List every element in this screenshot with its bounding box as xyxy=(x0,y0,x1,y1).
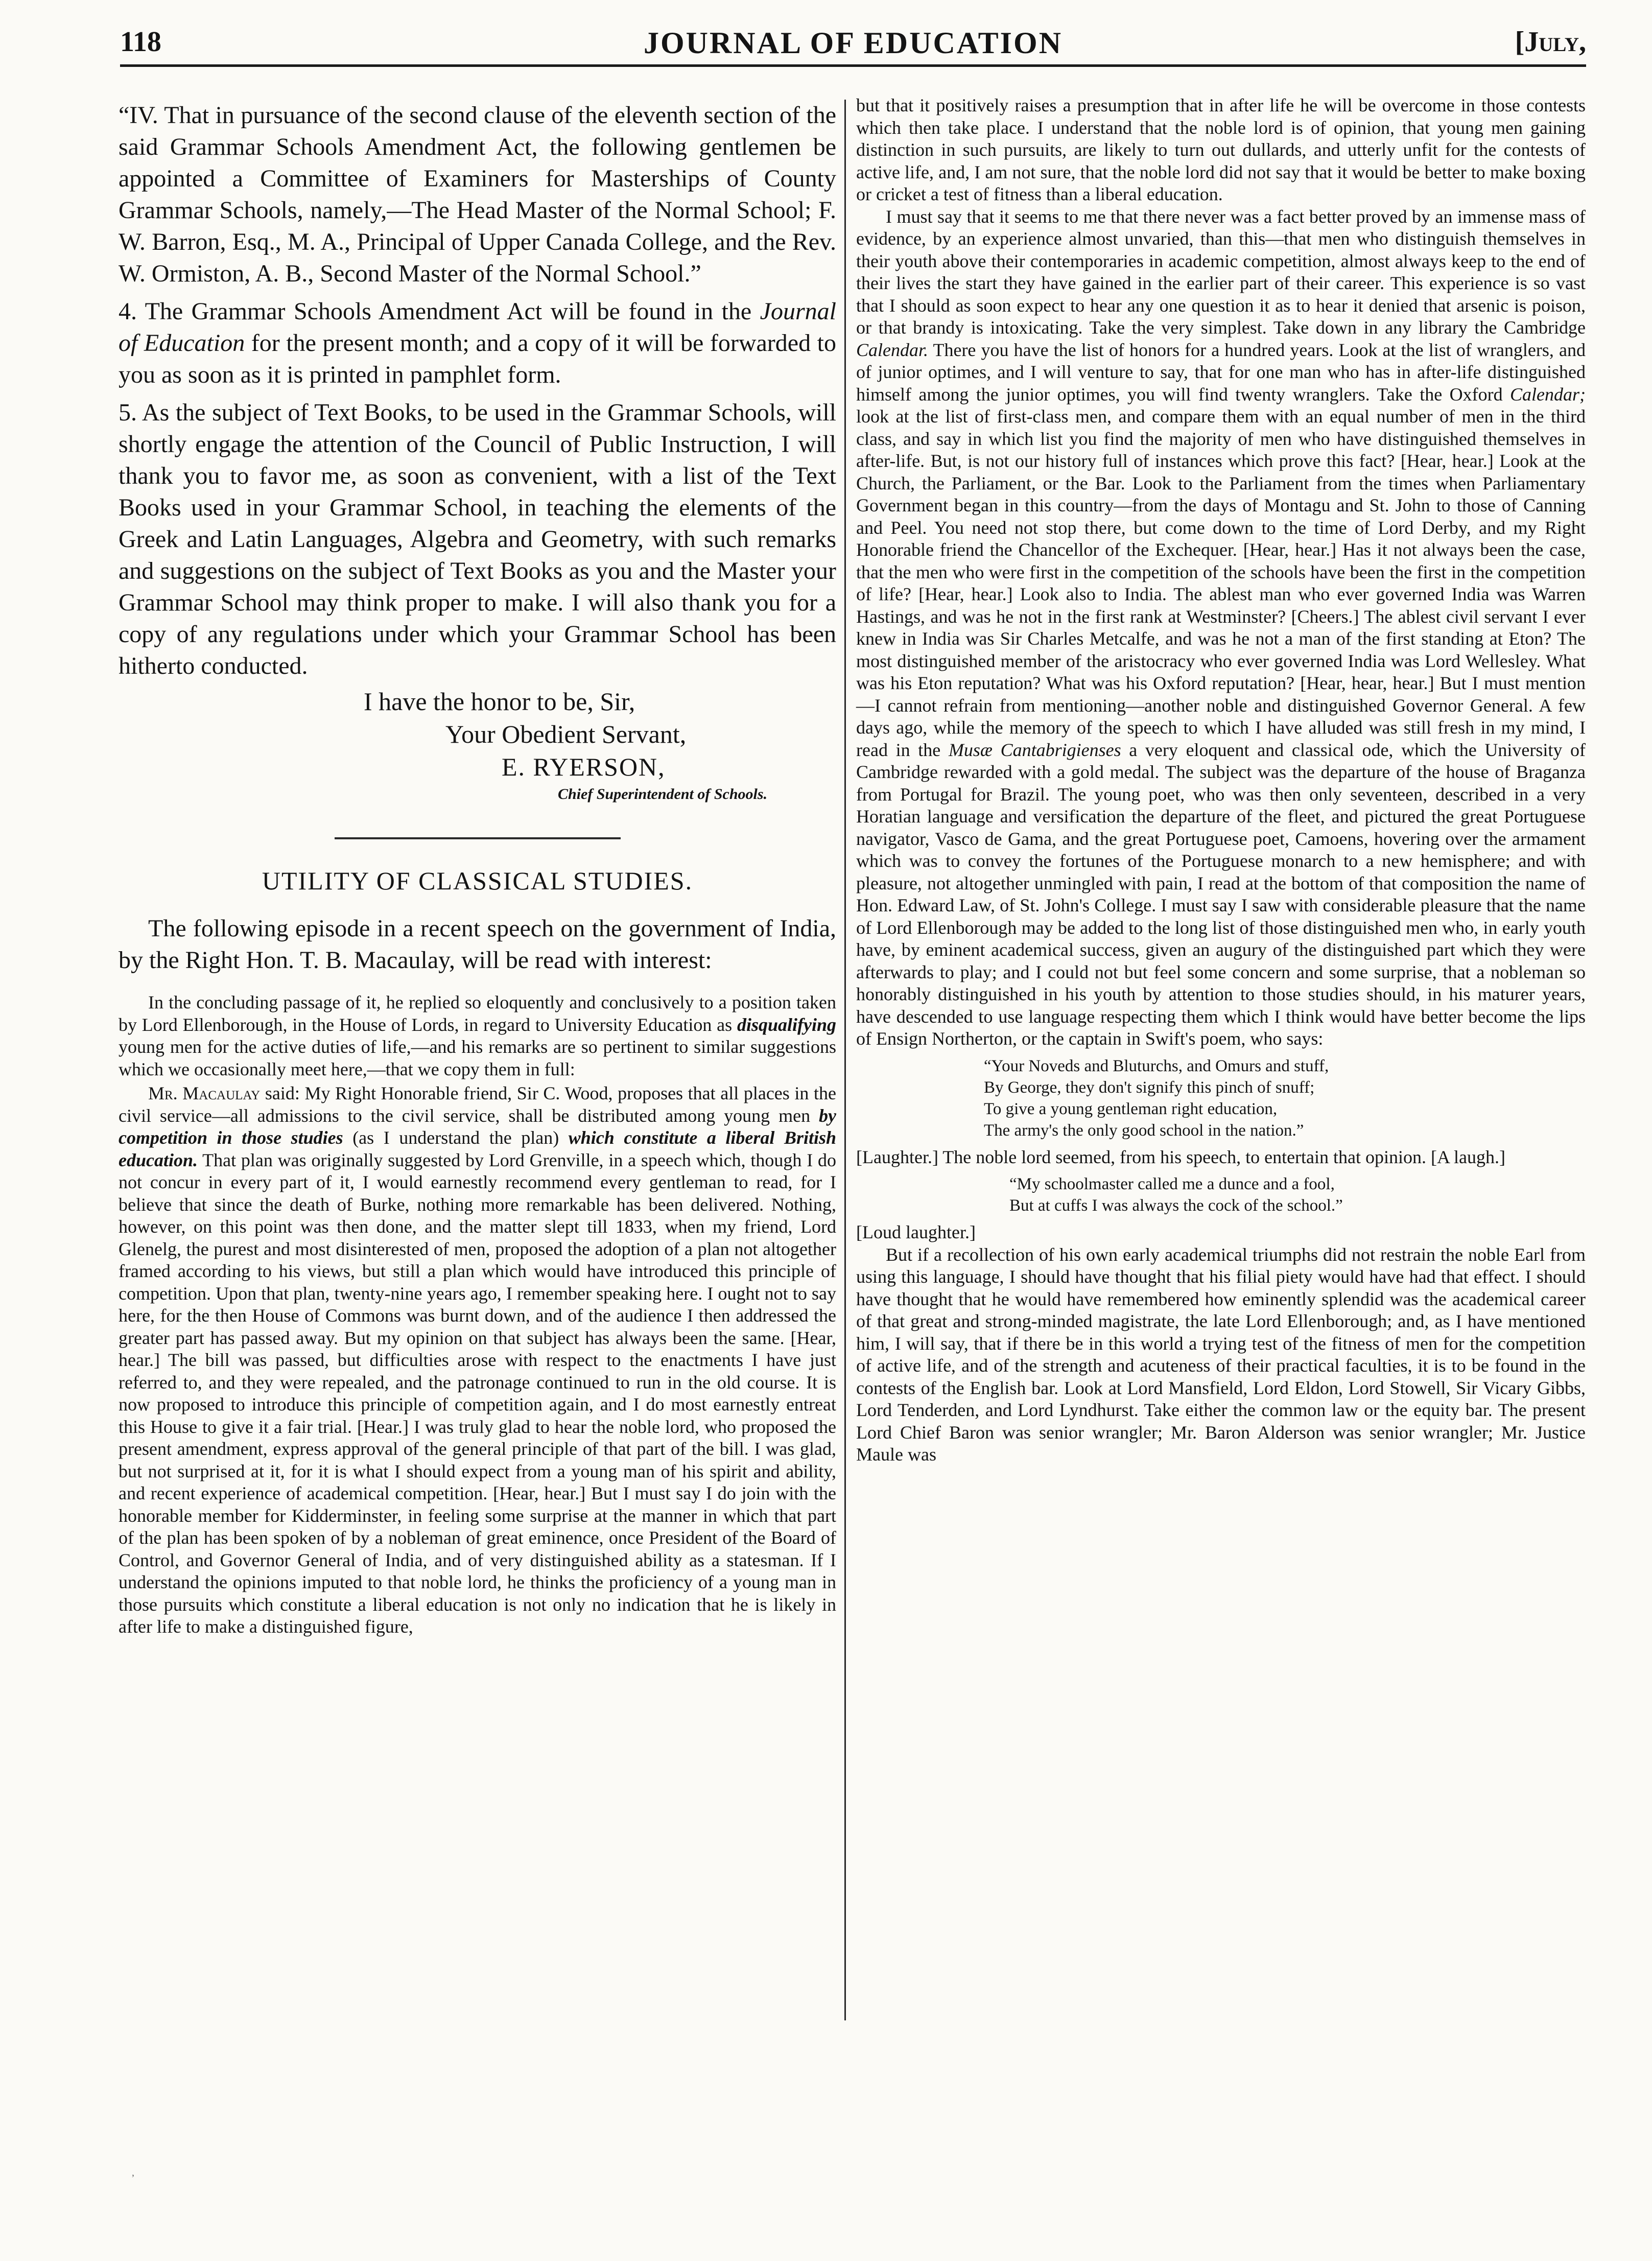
speech-paragraph: Mr. Macaulay said: My Right Honorable friend, Sir C. Wood, proposes that all places in the civil service—all admissions to the civil service, shall be distributed among young men by competition in those studies (as I understand the plan) which constitute a liberal British education. That plan was originally suggested by Lord Grenville, in a speech which, though I do not concur in every part of it, I would earnestly recommend every gentleman to read, for I believe that since the death of Burke, nothing more remarkable has been delivered. Nothing, however, on this point was then done, and the matter slept till 1833, when my friend, Lord Glenelg, the purest and most disinterested of men, proposed the adoption of a plan not altogether framed according to his views, but still a plan which would have introduced this principle of competition. Upon that plan, twenty-nine years ago, I remember speaking here. I ought not to say here, for the then House of Commons was burnt down, and of the audience I then addressed the greater part has passed away. But my opinion on that subject has always been the same. [Hear, hear.] The bill was passed, but difficulties arose with respect to the enactments I have just referred to, and they were repealed, and the patronage continued to run in the old course. It is now proposed to introduce this principle of competition again, and I do most earnestly entreat this House to give it a fair trial. [Hear.] I was truly glad to hear the noble lord, who proposed the present amendment, express approval of the general principle of that part of the bill. I was glad, but not surprised at it, for it is what I should expect from a young man of his spirit and ability, and recent experience of academical competition. [Hear, hear.] But I must say I do join with the honorable member for Kidderminster, in feeling some surprise at the manner in which that part of the plan has been spoken of by a nobleman of great eminence, once President of the Board of Control, and Governor General of India, and of very distinguished ability as a statesman. If I understand the opinions imputed to that noble lord, he thinks the proficiency of a young man in those pursuits which constitute a liberal education is not only no indication that he is likely in after life to make a distinguished figure, xyxy=(119,1083,836,1637)
section-divider xyxy=(335,837,621,839)
laughter-line: [Laughter.] The noble lord seemed, from his speech, to entertain that opinion. [A laugh.] xyxy=(856,1146,1505,1167)
column-rule xyxy=(844,100,846,2020)
section-title: UTILITY OF CLASSICAL STUDIES. xyxy=(262,866,693,895)
sig-name: E. RYERSON, xyxy=(502,752,666,781)
poem-line: The army's the only good school in the nation.” xyxy=(984,1121,1304,1140)
loud-laughter: [Loud laughter.] xyxy=(856,1222,976,1242)
intro-paragraph: The following episode in a recent speech on the government of India, by the Right Hon. T. B. Macaulay, will be read with interest: xyxy=(119,915,836,974)
signature-block xyxy=(119,685,836,806)
poem-quote-1 xyxy=(984,1055,1586,1141)
sig-servant: Your Obedient Servant, xyxy=(445,720,687,748)
poem-line: “Your Noveds and Bluturchs, and Omurs and stuff, xyxy=(984,1056,1329,1075)
concluding-paragraph: In the concluding passage of it, he replied so eloquently and conclusively to a position taken by Lord Ellenborough, in the House of Lords, in regard to University Education as disqualifying young men for the active duties of life,—and his remarks are so pertinent to similar suggestions which we occasionally meet here,—that we copy them in full: xyxy=(119,992,836,1079)
left-column xyxy=(119,100,836,1638)
header-month: [July, xyxy=(1515,26,1586,58)
stray-mark: , xyxy=(132,2167,134,2178)
paragraph-iv: “IV. That in pursuance of the second clause of the eleventh section of the said Grammar Schools Amendment Act, the following gentlemen be appointed a Committee of Examiners for Masterships of County Grammar Schools, namely,—The Head Master of the Normal School; F. W. Barron, Esq., M. A., Principal of Upper Canada College, and the Rev. W. Ormiston, A. B., Second Master of the Normal School.” xyxy=(119,102,836,287)
speaker-name: Mr. Macaulay xyxy=(148,1083,261,1103)
page-number: 118 xyxy=(120,26,161,58)
poem-line: By George, they don't signify this pinch of snuff; xyxy=(984,1078,1315,1097)
speech-text-right xyxy=(856,95,1586,1466)
right-column xyxy=(856,95,1586,1466)
poem-line: To give a young gentleman right education, xyxy=(984,1099,1278,1118)
journal-title: JOURNAL OF EDUCATION xyxy=(643,26,1063,60)
speech-text-left xyxy=(119,992,836,1638)
paragraph-5: 5. As the subject of Text Books, to be used in the Grammar Schools, will shortly engage the attention of the Council of Public Instruction, I will thank you to favor me, as soon as convenient, with a list of the Text Books used in your Grammar School, in teaching the elements of the Greek and Latin Languages, Algebra and Geometry, with such remarks and suggestions on the subject of Text Books as you and the Master your Grammar School may think proper to make. I will also thank you for a copy of any regulations under which your Grammar School has been hitherto conducted. xyxy=(119,399,836,679)
sig-honor: I have the honor to be, Sir, xyxy=(364,687,635,716)
paragraph-4: 4. The Grammar Schools Amendment Act will be found in the Journal of Education for the present month; and a copy of it will be forwarded to you as soon as it is printed in pamphlet form. xyxy=(119,298,836,388)
bar-paragraph: But if a recollection of his own early academical triumphs did not restrain the noble Earl from using this language, I should have thought that his filial piety would have had that effect. I should have thought that he would have remembered how eminently splendid was the academical career of that great and strong-minded magistrate, the late Lord Ellenborough; and, as I have mentioned him, I will say, that if there be in this world a trying test of the fitness of men for the competition of active life, and of the strength and acuteness of their practical faculties, it is to be found in the contests of the English bar. Look at Lord Mansfield, Lord Eldon, Lord Stowell, Sir Vicary Gibbs, Lord Tenderden, and Lord Lyndhurst. Take either the common law or the equity bar. The present Lord Chief Baron was senior wrangler; Mr. Baron Alderson was senior wrangler; Mr. Justice Maule was xyxy=(856,1244,1586,1465)
sig-title: Chief Superintendent of Schools. xyxy=(558,786,768,803)
continuation-paragraph: but that it positively raises a presumption that in after life he will be overcome in those contests which then take place. I understand that the noble lord is of opinion, that young men gaining distinction in such pursuits, are likely to turn out dullards, and utterly unfit for the contests of active life, and, I am not sure, that the noble lord did not say that it would be better to make boxing or cricket a test of fitness than a liberal education. xyxy=(856,95,1586,204)
evidence-paragraph: I must say that it seems to me that there never was a fact better proved by an immense mass of evidence, by an experience almost unvaried, than this—that men who distinguish themselves in their youth above their contemporaries in academic competition, almost always keep to the end of their lives the start they have gained in the earlier part of their career. This experience is so vast that I should as soon expect to hear any one question it as to hear it denied that arsenic is poison, or that brandy is intoxicating. Take the very simplest. Take down in any library the Cambridge Calendar. There you have the list of honors for a hundred years. Look at the list of wranglers, and of junior optimes, and I will venture to say, that for one man who has in after-life distinguished himself among the junior optimes, you will find twenty wranglers. Take the Oxford Calendar; look at the list of first-class men, and compare them with an equal number of men in the third class, and say in which list you find the majority of men who have distinguished themselves in after-life. But, is not our history full of instances which prove this fact? [Hear, hear.] Look at the Church, the Parliament, or the Bar. Look to the Parliament from the times when Parliamentary Government began in this country—from the days of Montagu and St. John to those of Canning and Peel. You need not stop there, but come down to the time of Lord Derby, and my Right Honorable friend the Chancellor of the Exchequer. [Hear, hear.] Has it not always been the case, that the men who were first in the competition of the schools have been the first in the competition of life? [Hear, hear.] Look also to India. The ablest man who ever governed India was Warren Hastings, and was he not in the first rank at Westminster? [Cheers.] The ablest civil servant I ever knew in India was Sir Charles Metcalfe, and was he not a man of the first standing at Eton? The most distinguished member of the aristocracy who ever governed India was Lord Wellesley. What was his Eton reputation? What was his Oxford reputation? [Hear, hear, hear.] But I must mention—I cannot refrain from mentioning—another noble and distinguished Governor General. A few days ago, while the memory of the speech to which I have alluded was still fresh in my mind, I read in the Musæ Cantabrigienses a very eloquent and classical ode, which the University of Cambridge rewarded with a gold medal. The subject was the departure of the house of Braganza from Portugal for Brazil. The young poet, who was then only seventeen, described in a very Horatian language and versification the departure of the fleet, and pictured the great Portuguese navigator, Vasco de Gama, and the great Portuguese poet, Camoens, hovering over the armament which was to convey the fortunes of the Portuguese monarch to a new hemisphere; and with pleasure, not altogether unmingled with pain, I read at the bottom of that composition the name of Hon. Edward Law, of St. John's College. I must say I saw with considerable pleasure that the name of Lord Ellenborough may be added to the long list of those distinguished men who, in early youth have, by eminent academical success, given an augury of the distinguished part which they were afterwards to play; and I could not but feel some concern and some surprise, that a nobleman so honorably distinguished in his youth by attention to those studies should, in his maturer years, have descended to use language respecting them which I think would have better become the lips of Ensign Northerton, or the captain in Swift's poem, who says: xyxy=(856,206,1586,1049)
poem-line: But at cuffs I was always the cock of the school.” xyxy=(1009,1196,1343,1215)
poem-quote-2 xyxy=(1009,1173,1586,1216)
page-header xyxy=(120,18,1586,67)
circular-text xyxy=(119,100,836,682)
poem-line: “My schoolmaster called me a dunce and a fool, xyxy=(1009,1175,1335,1193)
